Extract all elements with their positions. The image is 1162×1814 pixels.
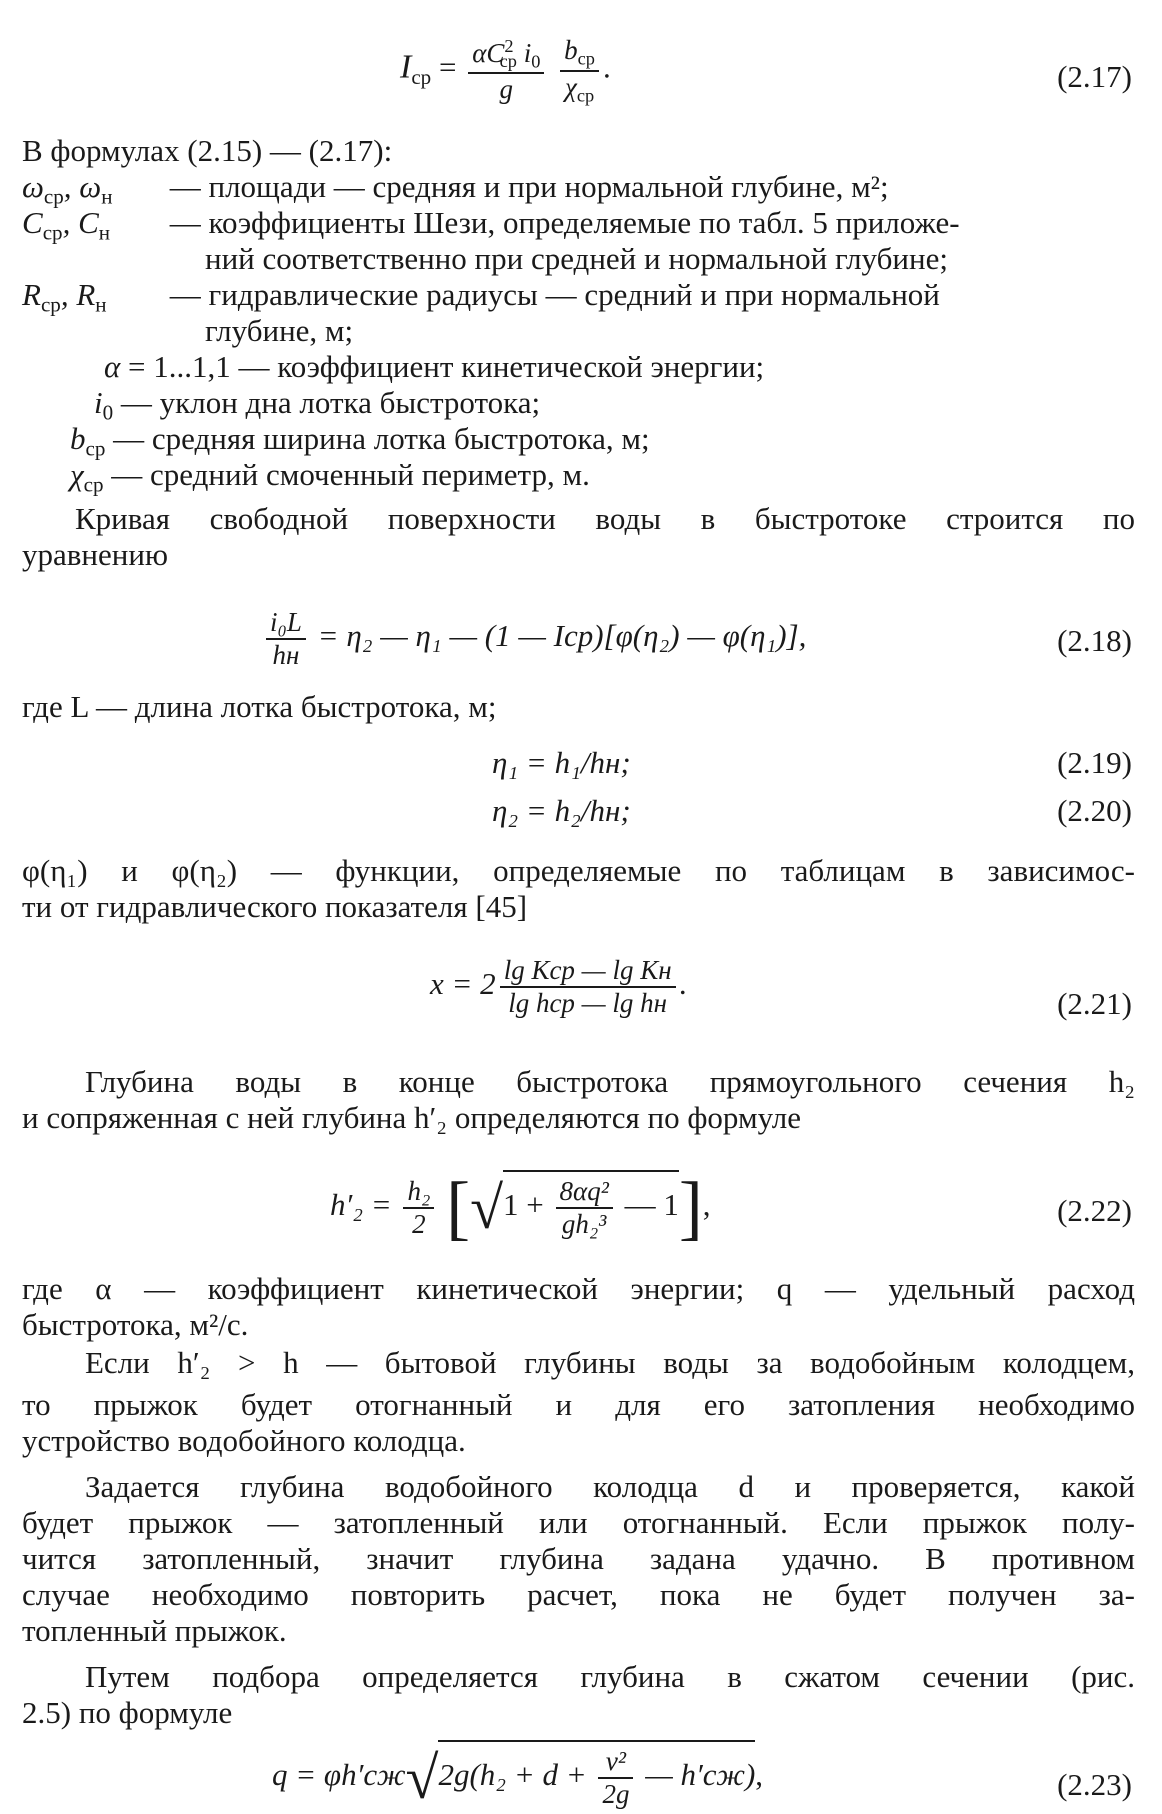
paragraph-line: будет прыжок — затопленный или отогнанный. Если прыжок полу- <box>22 1505 1135 1540</box>
paragraph-line: чится затопленный, значит глубина задана удачно. В противном <box>22 1541 1135 1576</box>
def-chezy-cont: ний соответственно при средней и нормальной глубине; <box>205 241 948 276</box>
paragraph-line: и сопряженная с ней глубина h′₂ определяются по формуле <box>22 1100 801 1135</box>
paragraph-line: уравнению <box>22 537 169 572</box>
paragraph-line: то прыжок будет отогнанный и для его затопления необходимо <box>22 1387 1135 1422</box>
equation-number: (2.17) <box>1057 59 1132 94</box>
paragraph-line: случае необходимо повторить расчет, пока не будет получен за- <box>22 1577 1135 1612</box>
equation-2-22: h′₂ = $\frac{\text{h₂}}{2}$ [√1 + $\frac{\text{8αq²}}{\text{gh₂³}}$ — 1], <box>330 1167 711 1248</box>
equation-2-17: $I_{ср}$ = $\frac{\alpha C^2_{ср} i_0}{g}$ $\frac{b_{ср}}{\chi_{ср}}$ . <box>400 35 611 106</box>
def-omega: $\omega_{ср}$, $\omega_н$ — площади — средняя и при нормальной глубине, м²; <box>22 169 889 209</box>
paragraph-line: топленный прыжок. <box>22 1613 287 1648</box>
paragraph-line: 2.5) по формуле <box>22 1695 233 1730</box>
def-radius-cont: глубине, м; <box>205 313 354 348</box>
paragraph-line: Если h′₂ > h — бытовой глубины воды за водобойным колодцем, <box>85 1345 1135 1380</box>
paragraph-line: Путем подбора определяется глубина в сжатом сечении (рис. <box>85 1659 1135 1694</box>
def-alpha: α = 1...1,1 — коэффициент кинетической энергии; <box>104 349 765 384</box>
intro-line: В формулах (2.15) — (2.17): <box>22 133 393 168</box>
def-perimeter: $\chi_{ср}$ — средний смоченный периметр, м. <box>70 457 590 497</box>
equation-number: (2.20) <box>1057 793 1132 828</box>
def-chezy: $C_{ср}$, $C_н$ — коэффициенты Шези, определяемые по табл. 5 приложе- <box>22 205 960 245</box>
paragraph-line: быстротока, м²/с. <box>22 1307 249 1342</box>
equation-number: (2.22) <box>1057 1193 1132 1228</box>
paragraph-line: Задается глубина водобойного колодца d и проверяется, какой <box>85 1469 1135 1504</box>
paragraph-line: где α — коэффициент кинетической энергии; q — удельный расход <box>22 1271 1135 1306</box>
paragraph-line: Глубина воды в конце быстротока прямоугольного сечения h₂ <box>85 1064 1135 1099</box>
equation-2-19: η₁ = h₁/hн; <box>492 745 631 780</box>
equation-number: (2.23) <box>1057 1767 1132 1802</box>
paragraph-line: φ(η₁) и φ(η₂) — функции, определяемые по таблицам в зависимос- <box>22 853 1135 888</box>
equation-2-18: $\frac{\text{i₀L}}{hн}$ = η₂ — η₁ — (1 — Iср)[φ(η₂) — φ(η₁)], <box>262 607 806 671</box>
equation-2-20: η₂ = h₂/hн; <box>492 793 631 828</box>
paragraph-line: ти от гидравлического показателя [45] <box>22 889 528 924</box>
def-slope: $i_0$ — уклон дна лотка быстротока; <box>94 385 541 425</box>
equation-number: (2.18) <box>1057 623 1132 658</box>
equation-number: (2.21) <box>1057 986 1132 1021</box>
equation-2-23: q = φh′сж√2g(h₂ + d + $\frac{\text{v²}}{2g}$ — h′сж), <box>272 1740 763 1810</box>
equation-number: (2.19) <box>1057 745 1132 780</box>
def-width: $b_{ср}$ — средняя ширина лотка быстротока, м; <box>70 421 650 461</box>
equation-2-21: x = 2 $\frac{\text{lg Kср — lg Kн}}{\text{lg hср — lg hн}}$ . <box>430 955 688 1019</box>
paragraph-line: Кривая свободной поверхности воды в быстротоке строится по <box>75 501 1135 536</box>
def-radius: $R_{ср}$, $R_н$ — гидравлические радиусы — средний и при нормальной <box>22 277 940 317</box>
paragraph-line: устройство водобойного колодца. <box>22 1423 466 1458</box>
where-L-line: где L — длина лотка быстротока, м; <box>22 689 497 724</box>
